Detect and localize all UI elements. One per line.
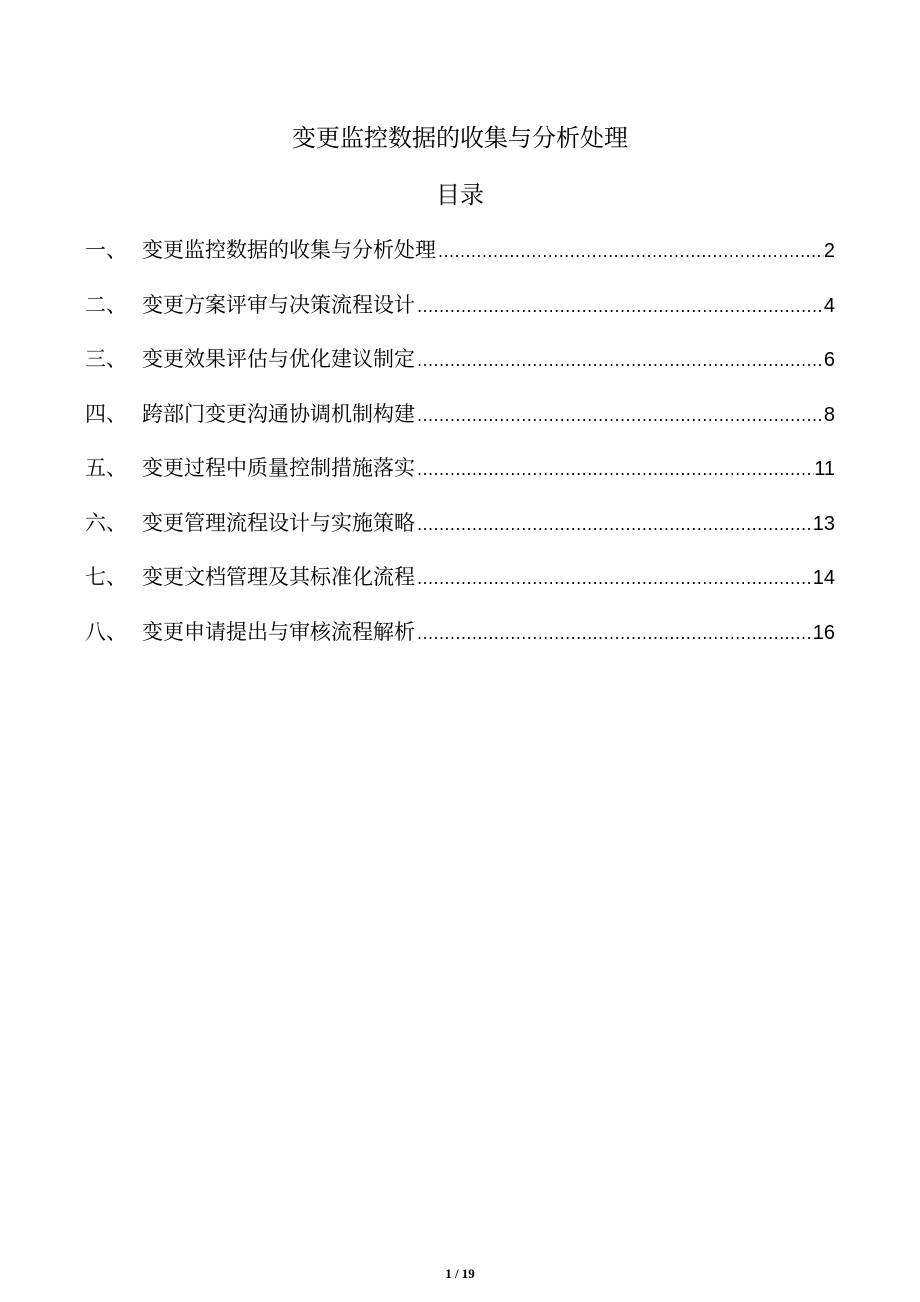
toc-entry-title: 变更监控数据的收集与分析处理: [142, 238, 436, 262]
toc-entry-page: 6: [823, 349, 835, 371]
toc-entry-page: 2: [823, 240, 835, 262]
toc-heading: 目录: [436, 181, 484, 209]
toc-dot-leader: [415, 398, 824, 434]
toc-entry-title: 变更方案评审与决策流程设计: [142, 292, 415, 317]
toc-entry-page: 8: [823, 403, 835, 426]
toc-entry-page: 16: [812, 621, 835, 644]
toc-entry-number: 一、: [85, 238, 127, 262]
toc-dot-leader: [415, 452, 814, 488]
toc-entry-title: 跨部门变更沟通协调机制构建: [142, 401, 415, 426]
toc-entry-number: 六、: [85, 510, 127, 535]
toc-dot-leader: [415, 507, 813, 543]
page-indicator: 1 / 19: [445, 1266, 475, 1281]
toc-dot-leader: [436, 234, 824, 270]
toc-entry-number: 二、: [85, 292, 127, 317]
toc-entry-number: 四、: [85, 401, 127, 426]
toc-entry-title: 变更申请提出与审核流程解析: [142, 619, 415, 644]
toc-entry-1[interactable]: [85, 232, 835, 287]
toc-entry-3[interactable]: [85, 341, 835, 396]
toc-entry-number: 三、: [85, 347, 127, 371]
toc-entry-number: 八、: [85, 619, 127, 644]
toc-dot-leader: [415, 343, 824, 379]
toc-entry-6[interactable]: [85, 505, 835, 560]
toc-entry-page: 4: [823, 294, 835, 317]
table-of-contents: [85, 232, 835, 668]
toc-entry-7[interactable]: [85, 559, 835, 614]
toc-entry-title: 变更过程中质量控制措施落实: [142, 456, 415, 480]
toc-entry-page: 11: [814, 458, 835, 480]
toc-entry-page: 13: [812, 512, 835, 535]
toc-dot-leader: [415, 616, 813, 652]
toc-entry-8[interactable]: [85, 614, 835, 669]
toc-entry-4[interactable]: [85, 396, 835, 451]
toc-entry-5[interactable]: [85, 450, 835, 505]
toc-dot-leader: [415, 561, 813, 597]
toc-dot-leader: [415, 289, 824, 325]
toc-entry-number: 五、: [85, 456, 127, 480]
document-title: 变更监控数据的收集与分析处理: [292, 124, 628, 152]
toc-entry-2[interactable]: [85, 287, 835, 342]
toc-entry-title: 变更效果评估与优化建议制定: [142, 347, 415, 371]
toc-entry-number: 七、: [85, 565, 127, 589]
toc-entry-title: 变更管理流程设计与实施策略: [142, 510, 415, 535]
toc-entry-title: 变更文档管理及其标准化流程: [142, 565, 415, 589]
toc-entry-page: 14: [812, 567, 835, 589]
